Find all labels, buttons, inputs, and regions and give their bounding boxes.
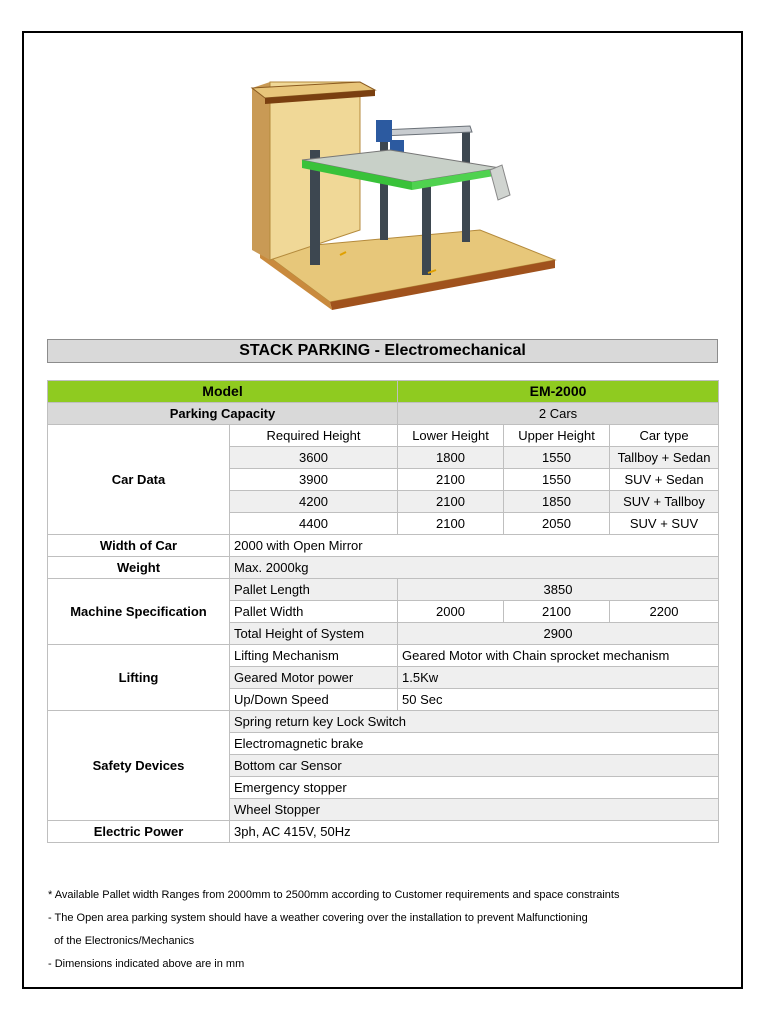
pallet-width-value: 2200 — [610, 601, 719, 623]
pallet-width-label: Pallet Width — [230, 601, 398, 623]
pallet-width-value: 2100 — [504, 601, 610, 623]
safety-item: Electromagnetic brake — [230, 733, 719, 755]
lifting-mechanism-label: Lifting Mechanism — [230, 645, 398, 667]
motor-power-label: Geared Motor power — [230, 667, 398, 689]
safety-item: Wheel Stopper — [230, 799, 719, 821]
table-cell: 4200 — [230, 491, 398, 513]
weight-value: Max. 2000kg — [230, 557, 719, 579]
width-of-car-label: Width of Car — [48, 535, 230, 557]
document-title: STACK PARKING - Electromechanical — [47, 339, 718, 363]
notes — [48, 884, 619, 976]
safety-row — [48, 711, 719, 733]
note-line: * Available Pallet width Ranges from 2000mm to 2500mm according to Customer requirements and space constraints — [48, 889, 620, 901]
table-cell: 1800 — [398, 447, 504, 469]
table-cell: 2100 — [398, 513, 504, 535]
note-line: - Dimensions indicated above are in mm — [48, 958, 245, 970]
column-header: Car type — [610, 425, 719, 447]
car-data-header-row — [48, 425, 719, 447]
car-data-label: Car Data — [48, 425, 230, 535]
electric-power-row — [48, 821, 719, 843]
table-cell: SUV + SUV — [610, 513, 719, 535]
lifting-mechanism-value: Geared Motor with Chain sprocket mechanism — [398, 645, 719, 667]
parking-capacity-row — [48, 403, 719, 425]
note-line: of the Electronics/Mechanics — [48, 935, 195, 947]
total-height-value: 2900 — [398, 623, 719, 645]
safety-item: Spring return key Lock Switch — [230, 711, 719, 733]
table-cell: 1550 — [504, 469, 610, 491]
table-cell: 2050 — [504, 513, 610, 535]
column-header: Upper Height — [504, 425, 610, 447]
speed-value: 50 Sec — [398, 689, 719, 711]
model-value: EM-2000 — [398, 381, 719, 403]
speed-label: Up/Down Speed — [230, 689, 398, 711]
table-cell: 1850 — [504, 491, 610, 513]
column-header: Required Height — [230, 425, 398, 447]
table-cell: 3600 — [230, 447, 398, 469]
electric-power-value: 3ph, AC 415V, 50Hz — [230, 821, 719, 843]
width-of-car-value: 2000 with Open Mirror — [230, 535, 719, 557]
column-header: Lower Height — [398, 425, 504, 447]
table-cell: 2100 — [398, 491, 504, 513]
lifting-label: Lifting — [48, 645, 230, 711]
table-cell: Tallboy + Sedan — [610, 447, 719, 469]
motor-power-value: 1.5Kw — [398, 667, 719, 689]
table-cell: SUV + Tallboy — [610, 491, 719, 513]
table-cell: 1550 — [504, 447, 610, 469]
pallet-length-label: Pallet Length — [230, 579, 398, 601]
safety-item: Emergency stopper — [230, 777, 719, 799]
table-cell: 3900 — [230, 469, 398, 491]
width-of-car-row — [48, 535, 719, 557]
note-line: - The Open area parking system should have a weather covering over the installation to prevent Malfunctioning — [48, 912, 588, 924]
weight-row — [48, 557, 719, 579]
model-row — [48, 381, 719, 403]
parking-capacity-value: 2 Cars — [398, 403, 719, 425]
safety-item: Bottom car Sensor — [230, 755, 719, 777]
pallet-length-row — [48, 579, 719, 601]
model-label: Model — [48, 381, 398, 403]
parking-capacity-label: Parking Capacity — [48, 403, 398, 425]
table-cell: 4400 — [230, 513, 398, 535]
electric-power-label: Electric Power — [48, 821, 230, 843]
pallet-width-value: 2000 — [398, 601, 504, 623]
weight-label: Weight — [48, 557, 230, 579]
spec-table — [47, 380, 719, 843]
lifting-mechanism-row — [48, 645, 719, 667]
pallet-length-value: 3850 — [398, 579, 719, 601]
total-height-label: Total Height of System — [230, 623, 398, 645]
table-cell: 2100 — [398, 469, 504, 491]
table-cell: SUV + Sedan — [610, 469, 719, 491]
machine-spec-label: Machine Specification — [48, 579, 230, 645]
stack-parking-illustration — [240, 80, 560, 310]
safety-devices-label: Safety Devices — [48, 711, 230, 821]
